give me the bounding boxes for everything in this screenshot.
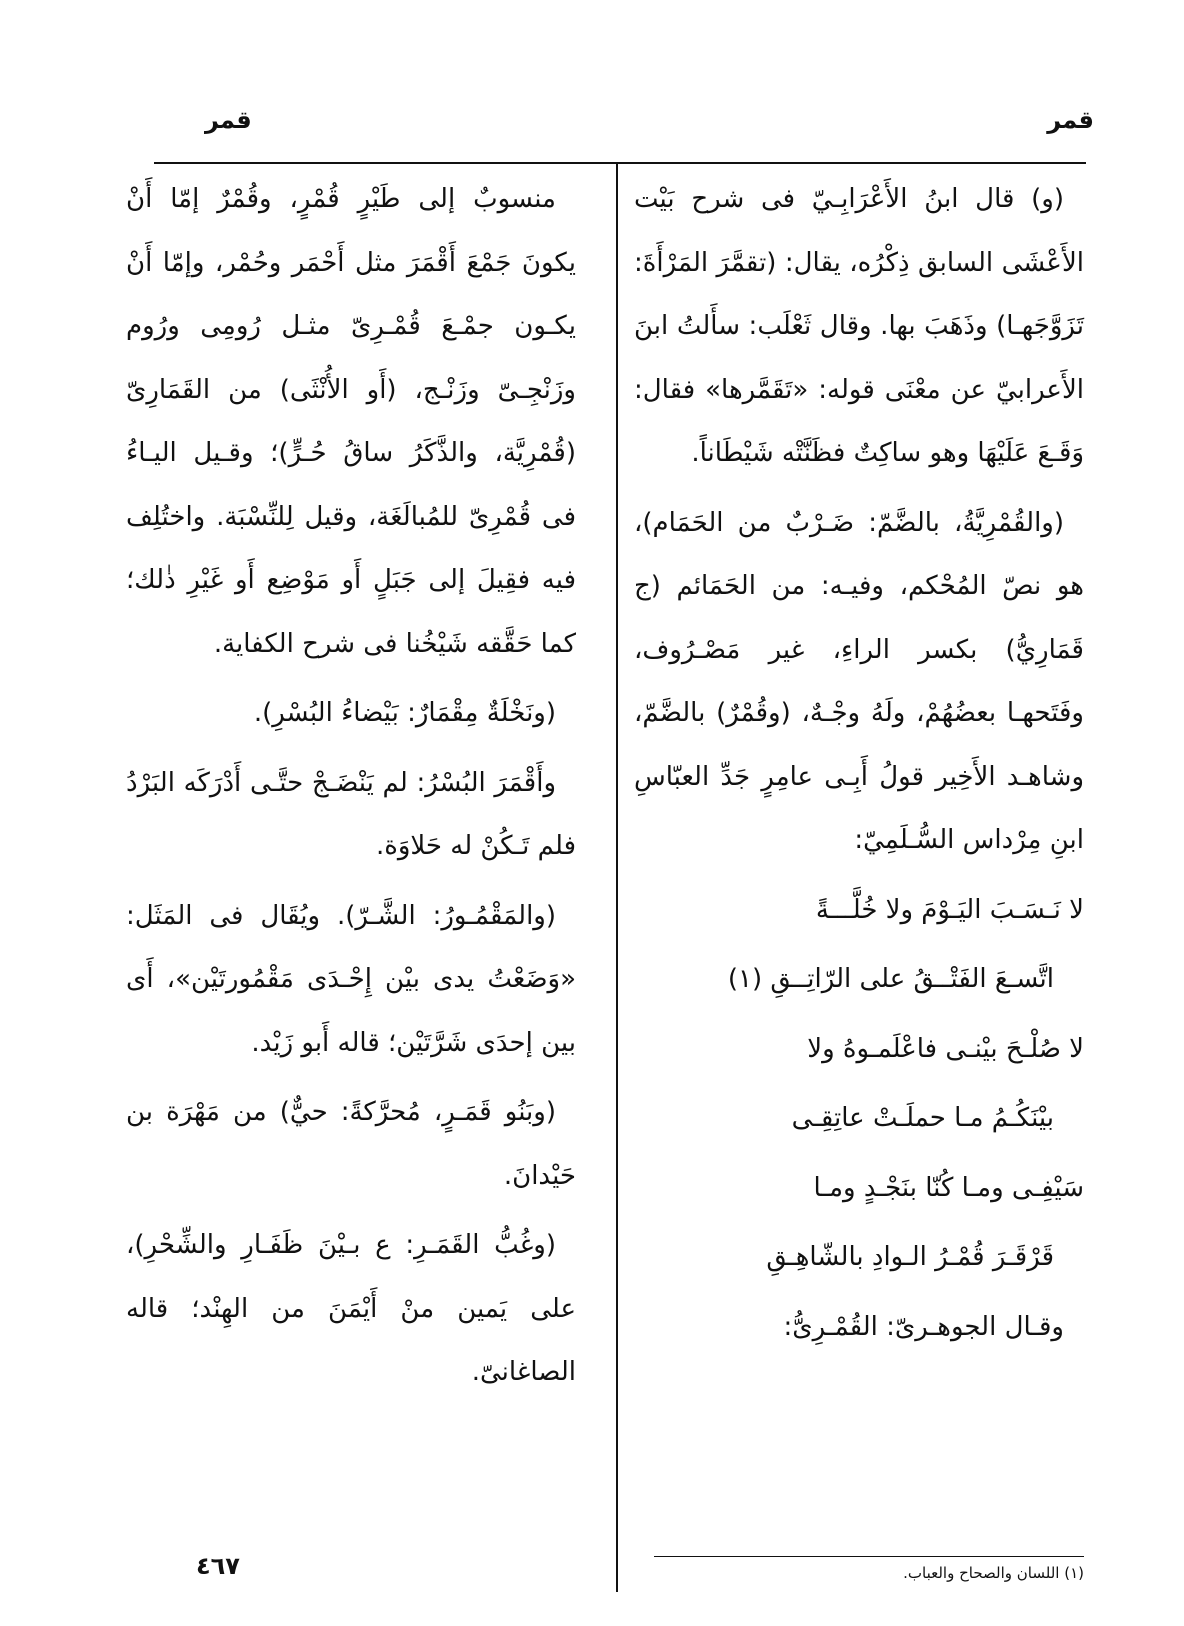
paragraph: (وغُبُّ القَمَـرِ: ع بـيْنَ ظَفَـارِ والشِّحْرِ)، على يَمين منْ أَيْمَنَ من الهِنْد؛ قاله الصاغانىّ. (126, 1230, 576, 1387)
verse-line: سَيْفِـى ومـا كُنّا بنَجْـدٍ ومـا (813, 1172, 1084, 1203)
verse-line: لا صُلْـحَ بيْنـى فاعْلَمـوهُ ولا (807, 1033, 1084, 1064)
paragraph: (والمَقْمُـورُ: الشَّـرّ). ويُقَال فى المَثَل: «وَضَعْتُ يدى بيْن إِحْـدَى مَقْمُورتَيْن»، أَى بين إحدَى شَرَّتَيْن؛ قاله أَبو زَيْد. (126, 900, 576, 1058)
right-column (634, 168, 1084, 1365)
paragraph: (وبَنُو قَمَـرٍ، مُحرَّكةً: حيٌّ) من مَهْرَة بن حَيْدانَ. (126, 1097, 576, 1191)
verse-line: لا نَـسَـبَ اليَـوْمَ ولا خُلَّـــةً (815, 894, 1084, 925)
footnote: (١) اللسان والصحاح والعباب. (903, 1564, 1084, 1582)
header-rule (154, 162, 1086, 164)
paragraph: منسوبٌ إلى طَيْرٍ قُمْرٍ، وقُمْرٌ إمّا أَنْ يكونَ جَمْعَ أَقْمَرَ مثل أَحْمَر وحُمْر، وإمّا أَنْ يكـون جمْـعَ قُمْـرِىّ مثـل رُومِى ورُوم وزَنْجِـىّ وزَنْـج، (أَو الأُنْثَى) من القَمَارِىّ (قُمْرِيَّة، والذَّكَرُ ساقُ حُـرٍّ)؛ وقـيل اليـاءُ فى قُمْرِىّ للمُبالَغَة، وقيل لِلنِّسْبَة. واختُلِف فيه فقِيلَ إلى جَبَلٍ أَو مَوْضِع أَو غَيْرِ ذٰلك؛ كما حَقَّقه شَيْخُنا فى شرح الكفاية. (126, 184, 576, 659)
paragraph: وقـال الجوهـرىّ: القُمْـرِىُّ: (783, 1311, 1064, 1342)
paragraph: وأَقْمَرَ البُسْرُ: لم يَنْضَـجْ حتَّـى أَدْرَكَه البَرْدُ فلم تَـكُنْ له حَلاوَة. (126, 767, 576, 861)
footnote-rule (654, 1556, 1084, 1557)
verse-line: اتَّسـعَ الفَتْــقُ على الرّاتِــقِ (١) (727, 964, 1054, 994)
page-number: ٤٦٧ (196, 1552, 240, 1580)
paragraph: (و) قال ابنُ الأَعْرَابِـيّ فى شرح بَيْت الأَعْشَى السابق ذِكْرُه، يقال: (تقمَّرَ المَرْأَةَ: تَزَوَّجَهـا) وذَهَبَ بها. وقال ثَعْلَب: سأَلتُ ابنَ الأَعرابيّ عن معْنَى قوله: «تَقَمَّرها» فقال: وَقَـعَ عَلَيْهَا وهو ساكِتٌ فظَنَّتْه شَيْطَاناً. (634, 184, 1084, 468)
running-header-right: قمر (1047, 106, 1094, 134)
running-header-left: قمر (205, 106, 252, 134)
left-column (126, 168, 576, 1411)
column-divider (616, 162, 618, 1592)
verse-line: قَرْقَـرَ قُمْـرُ الـوادِ بالشّاهِـقِ (766, 1242, 1054, 1272)
verse-line: بيْنَكُـمُ مـا حملَـتْ عاتِقِـى (791, 1103, 1054, 1133)
paragraph: (والقُمْرِيَّةُ، بالضَّمّ: ضَـرْبٌ من الحَمَام)، هو نصّ المُحْكم، وفيـه: من الحَمَائم (ج قَمَارِيُّ) بكسر الراءِ، غير مَصْـرُوف، وفَتَحهـا بعضُهُمْ، ولَهُ وجْـهٌ، (وقُمْرٌ) بالضَّمّ، وشاهـد الأَخِير قولُ أَبِـى عامِرٍ جَدِّ العبّاسِ ابنِ مِرْداس السُّـلَمِيّ: (634, 507, 1084, 855)
paragraph: (ونَخْلَةٌ مِقْمَارٌ: بَيْضاءُ البُسْرِ). (253, 698, 556, 728)
